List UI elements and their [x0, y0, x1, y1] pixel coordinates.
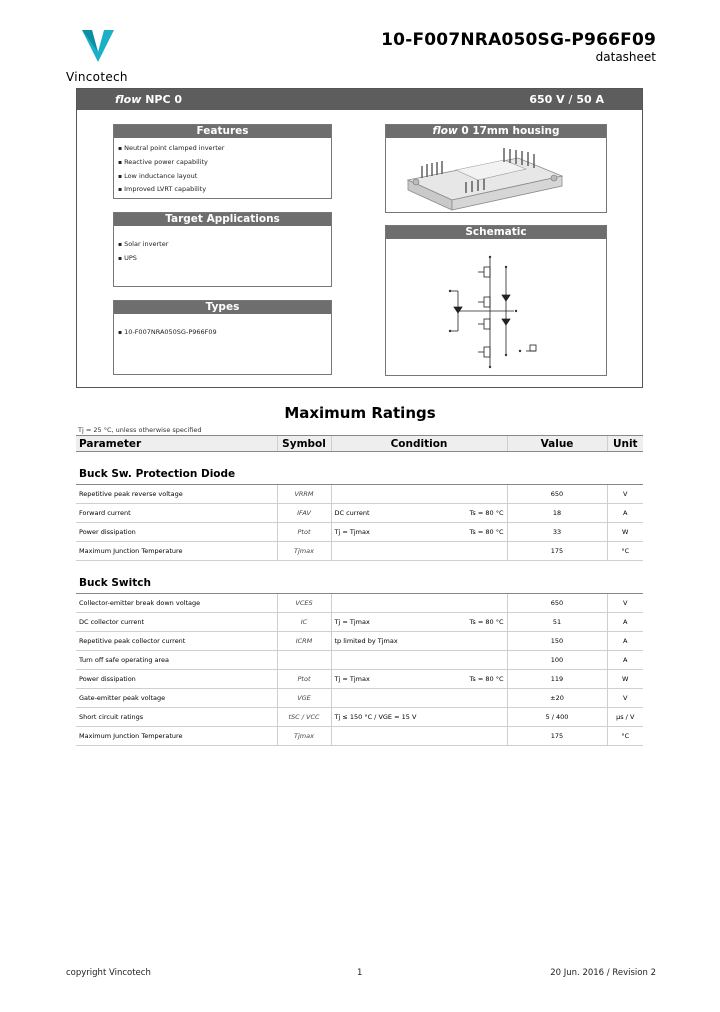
part-number: 10-F007NRA050SG-P966F09 [381, 30, 656, 50]
value-cell: 51 [507, 613, 607, 632]
table-row [76, 613, 643, 632]
doc-type: datasheet [595, 50, 656, 64]
types-list [114, 326, 331, 340]
symbol-cell: Tjmax [277, 727, 331, 746]
unit-cell: V [607, 594, 643, 613]
product-family [115, 93, 182, 106]
unit-cell: A [607, 651, 643, 670]
housing-title [386, 125, 606, 138]
table-row [76, 632, 643, 651]
unit-cell: W [607, 523, 643, 542]
value-cell: 650 [507, 485, 607, 504]
value-cell: 18 [507, 504, 607, 523]
list-item: ▪ Neutral point clamped inverter [118, 142, 331, 156]
param-cell: Forward current [76, 504, 277, 523]
table-header-row [76, 436, 643, 452]
condition-cell [331, 523, 507, 542]
condition-cell [331, 651, 507, 670]
family-rest: NPC 0 [141, 93, 183, 106]
value-cell: 650 [507, 594, 607, 613]
table-row [76, 542, 643, 561]
maximum-ratings-title: Maximum Ratings [284, 404, 436, 422]
param-cell: Power dissipation [76, 523, 277, 542]
symbol-cell: Ptot [277, 670, 331, 689]
unit-cell: °C [607, 727, 643, 746]
types-title: Types [114, 301, 331, 314]
symbol-cell: IFAV [277, 504, 331, 523]
vincotech-logo-icon [80, 28, 116, 64]
module-housing-image-icon [386, 138, 606, 212]
condition-cell [331, 689, 507, 708]
applications-list [114, 238, 331, 266]
condition-cell [331, 670, 507, 689]
footer-copyright: copyright Vincotech [66, 968, 151, 978]
schematic-box [385, 225, 607, 376]
unit-cell: A [607, 613, 643, 632]
unit-cell: V [607, 485, 643, 504]
value-cell: 150 [507, 632, 607, 651]
table-row [76, 651, 643, 670]
condition-left: DC current [334, 509, 370, 517]
param-cell: Gate-emitter peak voltage [76, 689, 277, 708]
list-item: ▪ 10-F007NRA050SG-P966F09 [118, 326, 331, 340]
table-row [76, 523, 643, 542]
param-cell: Repetitive peak collector current [76, 632, 277, 651]
ratings-note: Tj = 25 °C, unless otherwise specified [78, 426, 202, 434]
param-cell: Maximum Junction Temperature [76, 727, 277, 746]
condition-right: Ts = 80 °C [469, 528, 504, 536]
condition-cell [331, 542, 507, 561]
value-cell: 33 [507, 523, 607, 542]
features-box [113, 124, 332, 199]
schematic-title: Schematic [386, 226, 606, 239]
list-item: ▪ Solar inverter [118, 238, 331, 252]
table-row [76, 504, 643, 523]
table-row [76, 727, 643, 746]
section-title: Buck Sw. Protection Diode [76, 458, 643, 485]
value-cell: ±20 [507, 689, 607, 708]
symbol-cell: tSC / VCC [277, 708, 331, 727]
condition-cell [331, 727, 507, 746]
unit-cell: A [607, 504, 643, 523]
features-title: Features [114, 125, 331, 138]
param-cell: Power dissipation [76, 670, 277, 689]
symbol-cell: ICRM [277, 632, 331, 651]
table-row [76, 708, 643, 727]
list-item: ▪ Reactive power capability [118, 156, 331, 170]
symbol-cell: IC [277, 613, 331, 632]
col-parameter: Parameter [76, 436, 277, 452]
symbol-cell [277, 651, 331, 670]
condition-right: Ts = 80 °C [469, 618, 504, 626]
list-item: ▪ Low inductance layout [118, 170, 331, 184]
condition-cell [331, 504, 507, 523]
condition-cell [331, 594, 507, 613]
condition-right: Ts = 80 °C [469, 509, 504, 517]
condition-left: Tj = Tjmax [334, 528, 370, 536]
product-bar [77, 89, 642, 110]
section-header-row [76, 458, 643, 485]
table-row [76, 594, 643, 613]
housing-box [385, 124, 607, 213]
param-cell: Turn off safe operating area [76, 651, 277, 670]
types-box [113, 300, 332, 375]
condition-left: Tj ≤ 150 °C / VGE = 15 V [334, 713, 417, 721]
section-header-row [76, 567, 643, 594]
condition-cell [331, 485, 507, 504]
condition-left: Tj = Tjmax [334, 618, 370, 626]
condition-left: Tj = Tjmax [334, 675, 370, 683]
col-condition: Condition [331, 436, 507, 452]
col-unit: Unit [607, 436, 643, 452]
condition-right: Ts = 80 °C [469, 675, 504, 683]
unit-cell: W [607, 670, 643, 689]
schematic-diagram-icon [386, 239, 606, 375]
symbol-cell: VGE [277, 689, 331, 708]
table-row [76, 689, 643, 708]
condition-left: tp limited by Tjmax [334, 637, 398, 645]
condition-cell [331, 708, 507, 727]
col-symbol: Symbol [277, 436, 331, 452]
footer-date-revision: 20 Jun. 2016 / Revision 2 [550, 968, 656, 978]
features-list [114, 142, 331, 197]
product-rating: 650 V / 50 A [529, 93, 604, 106]
param-cell: Short circuit ratings [76, 708, 277, 727]
section-title: Buck Switch [76, 567, 643, 594]
family-italic: flow [115, 93, 142, 106]
symbol-cell: VRRM [277, 485, 331, 504]
param-cell: Repetitive peak reverse voltage [76, 485, 277, 504]
housing-title-rest: 0 17mm housing [457, 125, 560, 137]
symbol-cell: Tjmax [277, 542, 331, 561]
value-cell: 100 [507, 651, 607, 670]
list-item: ▪ UPS [118, 252, 331, 266]
condition-cell [331, 632, 507, 651]
param-cell: DC collector current [76, 613, 277, 632]
param-cell: Collector-emitter break down voltage [76, 594, 277, 613]
footer-page-number: 1 [357, 968, 363, 978]
value-cell: 5 / 400 [507, 708, 607, 727]
unit-cell: V [607, 689, 643, 708]
maximum-ratings-table [76, 435, 643, 746]
table-row [76, 485, 643, 504]
list-item: ▪ Improved LVRT capability [118, 183, 331, 197]
applications-title: Target Applications [114, 213, 331, 226]
value-cell: 175 [507, 542, 607, 561]
symbol-cell: Ptot [277, 523, 331, 542]
condition-cell [331, 613, 507, 632]
unit-cell: μs / V [607, 708, 643, 727]
applications-box [113, 212, 332, 287]
unit-cell: °C [607, 542, 643, 561]
symbol-cell: VCES [277, 594, 331, 613]
unit-cell: A [607, 632, 643, 651]
housing-title-italic: flow [432, 125, 458, 137]
col-value: Value [507, 436, 607, 452]
brand-name: Vincotech [66, 70, 128, 84]
value-cell: 119 [507, 670, 607, 689]
value-cell: 175 [507, 727, 607, 746]
param-cell: Maximum Junction Temperature [76, 542, 277, 561]
table-row [76, 670, 643, 689]
